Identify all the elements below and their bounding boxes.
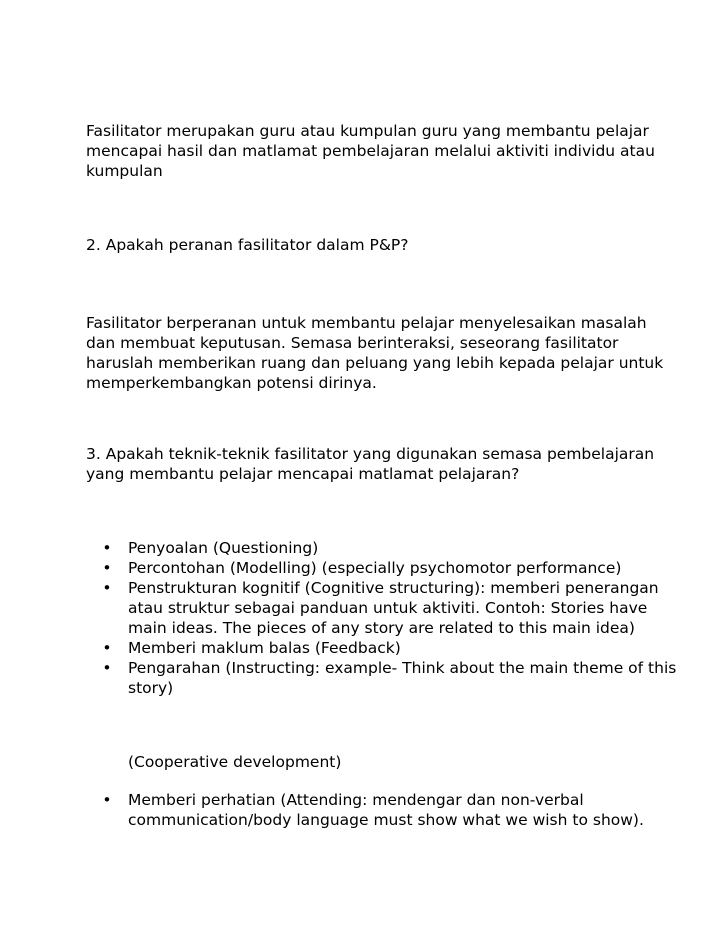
list-item xyxy=(86,538,686,558)
bullet-icon: • xyxy=(102,659,112,677)
list-item xyxy=(86,638,686,658)
answer-2-paragraph: Fasilitator berperanan untuk membantu pelajar menyelesaikan masalah dan membuat keputusan. Semasa berinteraksi, seseorang fasilitator haruslah memberikan ruang dan peluang yang lebih kepada pelajar untuk memperkembangkan potensi dirinya. xyxy=(86,314,664,392)
list-item xyxy=(86,558,686,578)
list-item-text: Pengarahan (Instructing: example- Think about the main theme of this story) xyxy=(128,659,677,697)
list-item-text: Penyoalan (Questioning) xyxy=(128,539,319,557)
techniques-list xyxy=(86,538,686,698)
list-item xyxy=(86,790,686,830)
list-item xyxy=(86,578,686,638)
bullet-icon: • xyxy=(102,539,112,557)
list-item-text: Penstrukturan kognitif (Cognitive structuring): memberi penerangan atau struktur sebagai panduan untuk aktiviti. Contoh: Stories have main ideas. The pieces of any story are related to this main idea) xyxy=(128,579,659,637)
section-note: (Cooperative development) xyxy=(128,753,342,771)
bullet-icon: • xyxy=(102,791,112,809)
bullet-icon: • xyxy=(102,559,112,577)
question-2-heading: 2. Apakah peranan fasilitator dalam P&P? xyxy=(86,236,409,254)
intro-answer-paragraph: Fasilitator merupakan guru atau kumpulan guru yang membantu pelajar mencapai hasil dan matlamat pembelajaran melalui aktiviti individu atau kumpulan xyxy=(86,122,655,180)
list-item-text: Percontohan (Modelling) (especially psychomotor performance) xyxy=(128,559,622,577)
bullet-icon: • xyxy=(102,639,112,657)
list-item-text: Memberi perhatian (Attending: mendengar dan non-verbal communication/body language must show what we wish to show). xyxy=(128,791,644,829)
list-item xyxy=(86,658,686,698)
list-item-text: Memberi maklum balas (Feedback) xyxy=(128,639,401,657)
bullet-icon: • xyxy=(102,579,112,597)
question-3-heading: 3. Apakah teknik-teknik fasilitator yang digunakan semasa pembelajaran yang membantu pelajar mencapai matlamat pelajaran? xyxy=(86,445,655,483)
techniques-list-continued xyxy=(86,790,686,830)
